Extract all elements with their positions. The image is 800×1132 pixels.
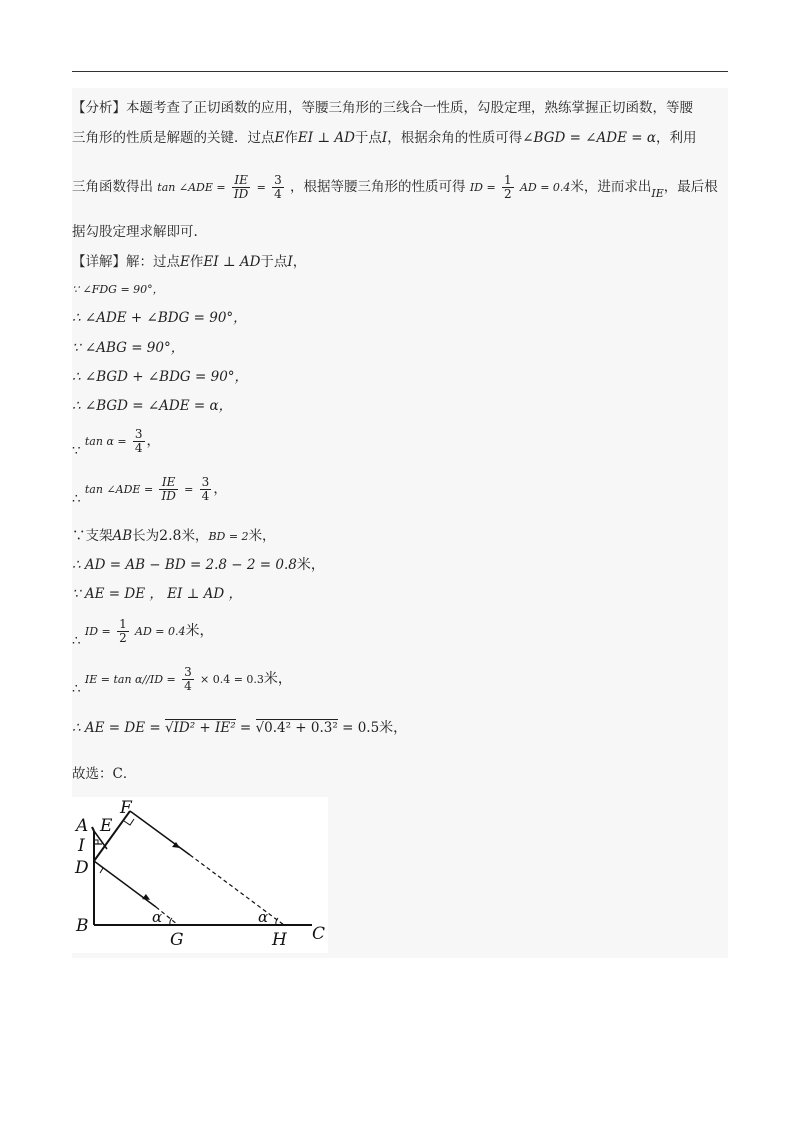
analysis-text: 据勾股定理求解即可. <box>72 224 198 240</box>
step-10: ∵ AE = DE ， EI ⊥ AD ， <box>72 586 242 602</box>
math-expr: ∴ AE = DE = <box>72 720 165 736</box>
math-expr: ∠BGD = ∠ADE = α <box>522 130 656 146</box>
analysis-line-2 <box>72 128 696 148</box>
step-5: ∴ ∠BGD = ∠ADE = α， <box>72 398 233 414</box>
therefore-symbol: ∴ <box>72 633 81 649</box>
sqrt-expr: √ID² + IE² <box>164 720 236 736</box>
analysis-text: 【分析】本题考查了正切函数的应用，等腰三角形的三线合一性质，勾股定理，熟练掌握正切函数，等腰 <box>72 100 693 116</box>
analysis-line-4 <box>72 222 198 242</box>
segment-label: AB <box>112 528 133 544</box>
analysis-text: ，根据余角的性质可得 <box>387 130 523 146</box>
point-label: I <box>287 254 293 270</box>
step-7: ∴ tan ∠ADE = $\frac{IE}{ID}$ = $\frac{3}{4}$ ， <box>72 475 227 507</box>
step-11: ∴ ID = $\frac{1}{2}$ AD = 0.4米， <box>72 617 214 649</box>
analysis-line-3 <box>72 174 718 201</box>
label-a: A <box>76 816 89 836</box>
math-expr: ID = <box>84 625 111 638</box>
label-f: F <box>120 798 132 818</box>
detail-heading: 【详解】解：过点E作EI ⊥ AD于点I， <box>72 254 307 270</box>
header-rule <box>72 71 728 72</box>
step-8: ∵支架AB长为2.8米，BD = 2米， <box>72 528 276 544</box>
label-g: G <box>170 930 184 950</box>
step-9: ∴ AD = AB − BD = 2.8 − 2 = 0.8米， <box>72 557 325 573</box>
label-c: C <box>312 924 326 944</box>
label-d: D <box>75 858 89 878</box>
math-expr: tan ∠ADE = <box>157 181 226 194</box>
answer-choice: 故选：C． <box>72 766 137 782</box>
analysis-text: ，最后根 <box>663 179 718 195</box>
label-i: I <box>78 836 85 856</box>
sqrt-expr: √0.4² + 0.3² <box>255 720 338 736</box>
label-b: B <box>76 916 89 936</box>
math-expr: tan α = <box>84 435 127 448</box>
math-expr: = <box>256 181 266 194</box>
math-expr: tan ∠ADE = <box>84 483 154 496</box>
step-13: ∴ AE = DE = √ID² + IE² = √0.4² + 0.3² = 0.5米， <box>72 720 408 736</box>
math-expr: IE = tan α//ID = <box>84 673 176 686</box>
math-expr: EI ⊥ AD <box>297 130 355 146</box>
fraction: $\frac{1}{2}$ <box>504 173 512 201</box>
math-expr: ∴ AD = AB − BD = 2.8 − 2 = 0.8 <box>72 557 297 573</box>
step-12: ∴ IE = tan α//ID = $\frac{3}{4}$ × 0.4 = 0.3米， <box>72 665 292 697</box>
math-expr: × 0.4 = 0.3 <box>200 673 264 686</box>
analysis-text: 作 <box>284 130 298 146</box>
angle-alpha-h: α <box>258 908 269 926</box>
analysis-text: ，根据等腰三角形的性质可得 <box>290 179 466 195</box>
fraction: $\frac{3}{4}$ <box>184 665 192 693</box>
fraction: $\frac{3}{4}$ <box>134 427 143 455</box>
fraction: $\frac{3}{4}$ <box>201 475 210 503</box>
analysis-text: 米，进而求出 <box>570 179 652 195</box>
math-expr: AD = 0.4 <box>135 625 186 638</box>
math-expr: ID = <box>469 181 496 194</box>
step-3: ∵ ∠ABG = 90°， <box>72 340 185 356</box>
math-expr: BD = 2 <box>208 530 249 543</box>
point-label: E <box>180 254 190 270</box>
geometry-diagram <box>72 797 328 953</box>
fraction: $\frac{IE}{ID}$ <box>161 475 176 503</box>
step-4: ∴ ∠BGD + ∠BDG = 90°， <box>72 369 249 385</box>
analysis-line-1 <box>72 98 693 118</box>
math-expr: AD = 0.4 <box>519 181 571 194</box>
math-expr: IE <box>651 187 664 200</box>
analysis-text: 三角形的性质是解题的关键．过点 <box>72 130 275 146</box>
step-6: ∵ tan α = $\frac{3}{4}$ ， <box>72 427 161 459</box>
therefore-symbol: ∴ <box>72 681 81 697</box>
value: 2.8 <box>159 528 182 544</box>
analysis-text: 于点 <box>354 130 382 146</box>
math-expr: EI ⊥ AD <box>203 254 261 270</box>
geometry-figure <box>72 797 328 953</box>
step-1: ∵ ∠FDG = 90°， <box>72 283 164 296</box>
fraction: $\frac{1}{2}$ <box>119 617 127 645</box>
step-2: ∴ ∠ADE + ∠BDG = 90°， <box>72 310 247 326</box>
fraction: $\frac{3}{4}$ <box>274 173 282 201</box>
because-symbol: ∵ <box>72 443 81 459</box>
label-h: H <box>272 930 287 950</box>
fraction: $\frac{IE}{ID}$ <box>233 173 249 201</box>
point-label: I <box>381 130 388 146</box>
label-e: E <box>100 816 113 836</box>
analysis-text: 三角函数得出 <box>72 179 153 195</box>
angle-alpha-g: α <box>152 908 163 926</box>
point-label: E <box>274 130 285 146</box>
analysis-text: ，利用 <box>655 130 697 146</box>
therefore-symbol: ∴ <box>72 491 81 507</box>
